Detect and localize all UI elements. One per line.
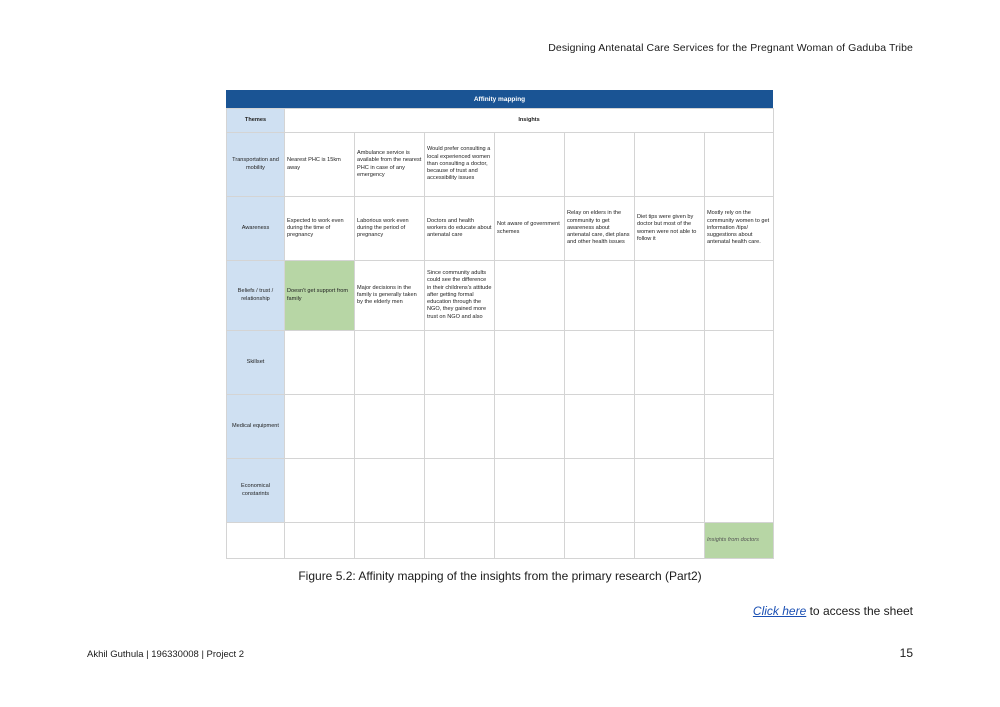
insight-cell <box>705 133 774 197</box>
insight-cell <box>565 133 635 197</box>
insight-cell: Laborious work even during the period of pregnancy <box>355 197 425 261</box>
page-number: 15 <box>899 646 913 660</box>
insight-cell <box>495 523 565 559</box>
theme-cell: Awareness <box>227 197 285 261</box>
insight-cell <box>705 331 774 395</box>
insight-cell <box>425 523 495 559</box>
insight-cell <box>565 523 635 559</box>
insight-cell <box>355 523 425 559</box>
insight-cell <box>425 459 495 523</box>
insight-cell: Diet tips were given by doctor but most of the women were not able to follow it <box>635 197 705 261</box>
table-row <box>227 133 774 197</box>
page-header-title: Designing Antenatal Care Services for the Pregnant Woman of Gaduba Tribe <box>548 42 913 54</box>
insight-cell: Major decisions in the family is generally taken by the elderly men <box>355 261 425 331</box>
insight-cell: Since community adults could see the difference in their childrens's attitude after getting formal education through the NGO, they gained more trust on NGO and also <box>425 261 495 331</box>
highlighted-insight-cell: Doesn't get support from family <box>285 261 355 331</box>
insight-cell: Relay on elders in the community to get awareness about antenatal care, diet plans and other health issues <box>565 197 635 261</box>
insight-cell <box>425 395 495 459</box>
insight-cell <box>495 133 565 197</box>
insight-cell <box>285 523 355 559</box>
insight-cell <box>285 395 355 459</box>
insight-cell: Nearest PHC is 15km away <box>285 133 355 197</box>
insight-cell <box>495 395 565 459</box>
sheet-title: Affinity mapping <box>226 90 773 108</box>
sheet-link-line <box>753 604 913 618</box>
insight-cell <box>635 395 705 459</box>
insight-cell <box>285 459 355 523</box>
click-here-link[interactable]: Click here <box>752 604 807 618</box>
theme-cell: Skillset <box>227 331 285 395</box>
insight-cell <box>635 331 705 395</box>
insight-cell <box>705 395 774 459</box>
footer-author: Akhil Guthula | 196330008 | Project 2 <box>87 649 245 660</box>
insight-cell <box>495 331 565 395</box>
insight-cell <box>355 459 425 523</box>
insight-cell <box>565 459 635 523</box>
insight-cell: Expected to work even during the time of pregnancy <box>285 197 355 261</box>
insight-cell: Mostly rely on the community women to get information /tips/ suggestions about antenatal health care. <box>705 197 774 261</box>
empty-theme-cell <box>227 523 285 559</box>
table-row <box>227 261 774 331</box>
link-suffix-text: to access the sheet <box>806 604 913 618</box>
theme-cell: Economical constarints <box>227 459 285 523</box>
insight-cell <box>705 459 774 523</box>
insight-cell <box>495 459 565 523</box>
table-row <box>227 395 774 459</box>
insight-cell <box>495 261 565 331</box>
insight-cell <box>705 261 774 331</box>
affinity-table <box>226 108 774 559</box>
insight-cell <box>355 395 425 459</box>
theme-cell: Transportation and mobility <box>227 133 285 197</box>
insight-cell: Not aware of government schemes <box>495 197 565 261</box>
table-row <box>227 459 774 523</box>
table-row <box>227 331 774 395</box>
themes-header: Themes <box>227 109 285 133</box>
insight-cell: Ambulance service is available from the nearest PHC in case of any emergency <box>355 133 425 197</box>
insight-cell: Would prefer consulting a local experienced women than consulting a doctor, because of trust and accessibility issues <box>425 133 495 197</box>
insight-cell <box>635 523 705 559</box>
legend-insights-from-doctors: Insights from doctors <box>705 523 774 559</box>
theme-cell: Medical equipment <box>227 395 285 459</box>
insight-cell <box>635 459 705 523</box>
table-row <box>227 197 774 261</box>
affinity-mapping-sheet <box>226 90 773 559</box>
table-header-row <box>227 109 774 133</box>
theme-cell: Beliefs / trust / relationship <box>227 261 285 331</box>
insight-cell <box>425 331 495 395</box>
insight-cell: Doctors and health workers do educate about antenatal care <box>425 197 495 261</box>
figure-caption: Figure 5.2: Affinity mapping of the insights from the primary research (Part2) <box>298 569 702 583</box>
insights-header: Insights <box>285 109 774 133</box>
insight-cell <box>565 395 635 459</box>
insight-cell <box>355 331 425 395</box>
insight-cell <box>635 261 705 331</box>
insight-cell <box>565 261 635 331</box>
insight-cell <box>635 133 705 197</box>
insight-cell <box>285 331 355 395</box>
insight-cell <box>565 331 635 395</box>
table-row <box>227 523 774 559</box>
